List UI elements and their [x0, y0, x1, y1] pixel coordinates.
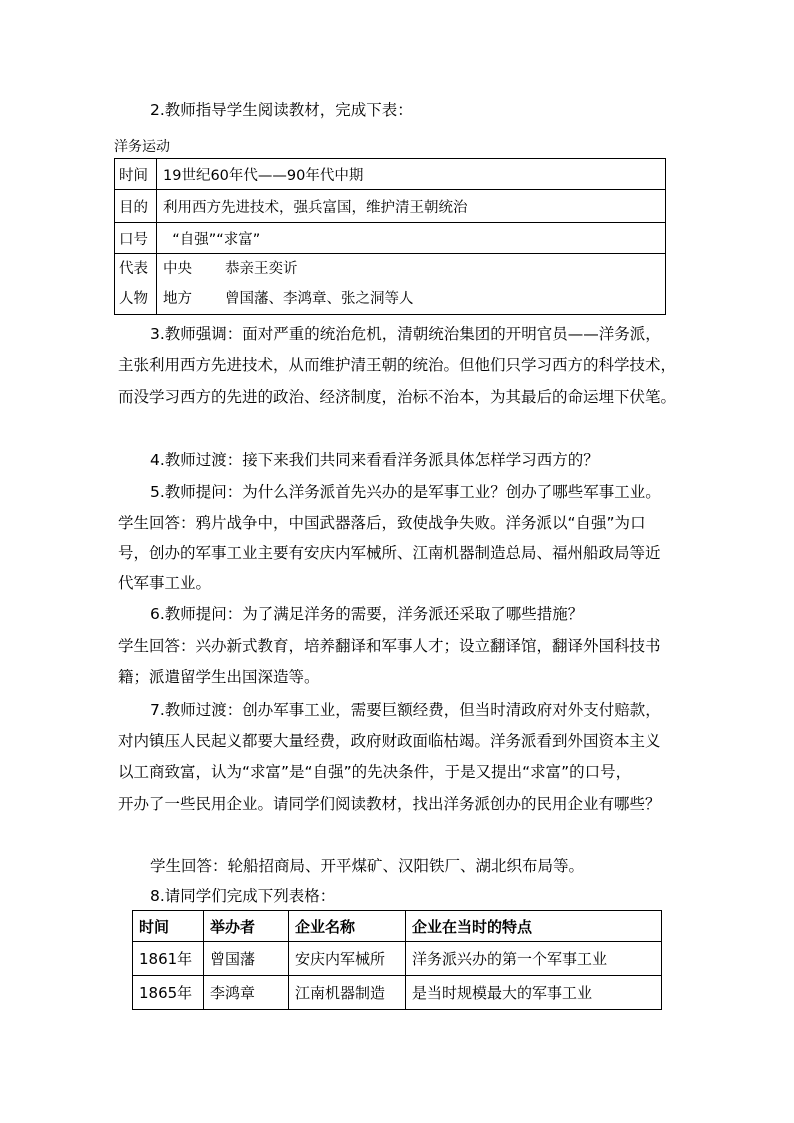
cell-features: 洋务派兴办的第一个军事工业 [406, 942, 662, 976]
step-6-line-2: 学生回答：兴办新式教育，培养翻译和军事人才；设立翻译馆，翻译外国科技书 [118, 637, 661, 655]
cell-founder: 曾国藩 [204, 942, 289, 976]
goal-value: 利用西方先进技术，强兵富国，维护清王朝统治 [157, 190, 666, 223]
westernization-table [114, 158, 666, 315]
table-row [115, 159, 666, 190]
step-5-line-4: 代军事工业。 [118, 574, 212, 592]
central-label: 中央 [163, 261, 192, 277]
step-3-line-2: 主张利用西方先进技术，从而维护清王朝的统治。但他们只学习西方的科学技术， [118, 356, 677, 374]
cell-enterprise: 安庆内军械所 [289, 942, 406, 976]
rep-label-line2: 人物 [119, 291, 148, 307]
table-row [133, 942, 662, 976]
table-header-row [133, 911, 662, 942]
local-label: 地方 [163, 291, 192, 307]
step-8-text: 8.请同学们完成下列表格： [150, 887, 336, 905]
table-row [115, 190, 666, 223]
cell-features: 是当时规模最大的军事工业 [406, 976, 662, 1010]
step-7-line-4: 开办了一些民用企业。请同学们阅读教材，找出洋务派创办的民用企业有哪些？ [118, 795, 661, 813]
header-founder: 举办者 [204, 911, 289, 942]
header-time: 时间 [133, 911, 204, 942]
representatives-label [115, 254, 157, 315]
enterprise-table [132, 910, 662, 1010]
rep-label-line1: 代表 [119, 261, 148, 277]
step-7-line-2: 对内镇压人民起义都要大量经费，政府财政面临枯竭。洋务派看到外国资本主义 [118, 732, 661, 750]
representatives-value [157, 254, 666, 315]
header-features: 企业在当时的特点 [406, 911, 662, 942]
step-3-line-3: 而没学习西方的先进的政治、经济制度，治标不治本，为其最后的命运埋下伏笔。 [118, 388, 677, 406]
slogan-label: 口号 [115, 223, 157, 254]
step-5-line-1: 5.教师提问：为什么洋务派首先兴办的是军事工业？创办了哪些军事工业。 [150, 483, 661, 501]
slogan-value [157, 223, 666, 254]
time-label: 时间 [115, 159, 157, 190]
local-value: 曾国藩、李鸿章、张之洞等人 [225, 291, 414, 307]
step-6-line-1: 6.教师提问：为了满足洋务的需要，洋务派还采取了哪些措施？ [150, 605, 584, 623]
central-value: 恭亲王奕䜣 [225, 261, 298, 277]
step-7-line-3: 以工商致富，认为“求富”是“自强”的先决条件，于是又提出“求富”的口号， [118, 763, 632, 781]
slogan-text: “自强”“求富” [172, 231, 261, 248]
step-7-answer: 学生回答：轮船招商局、开平煤矿、汉阳铁厂、湖北织布局等。 [150, 857, 585, 875]
cell-enterprise: 江南机器制造 [289, 976, 406, 1010]
table-row [115, 254, 666, 315]
goal-label: 目的 [115, 190, 157, 223]
cell-time: 1861年 [133, 942, 204, 976]
step-2-text: 2.教师指导学生阅读教材，完成下表： [150, 101, 413, 119]
cell-founder: 李鸿章 [204, 976, 289, 1010]
step-6-line-3: 籍；派遣留学生出国深造等。 [118, 668, 320, 686]
time-value: 19世纪60年代——90年代中期 [157, 159, 666, 190]
table-title: 洋务运动 [114, 139, 170, 155]
table-row [133, 976, 662, 1010]
step-7-line-1: 7.教师过渡：创办军事工业，需要巨额经费，但当时清政府对外支付赔款， [150, 701, 661, 719]
step-5-line-2: 学生回答：鸦片战争中，中国武器落后，致使战争失败。洋务派以“自强”为口 [118, 514, 646, 532]
cell-time: 1865年 [133, 976, 204, 1010]
step-5-line-3: 号，创办的军事工业主要有安庆内军械所、江南机器制造总局、福州船政局等近 [118, 544, 661, 562]
table-row [115, 223, 666, 254]
header-enterprise: 企业名称 [289, 911, 406, 942]
step-4-text: 4.教师过渡：接下来我们共同来看看洋务派具体怎样学习西方的？ [150, 451, 599, 469]
step-3-line-1: 3.教师强调：面对严重的统治危机，清朝统治集团的开明官员——洋务派， [150, 325, 661, 343]
